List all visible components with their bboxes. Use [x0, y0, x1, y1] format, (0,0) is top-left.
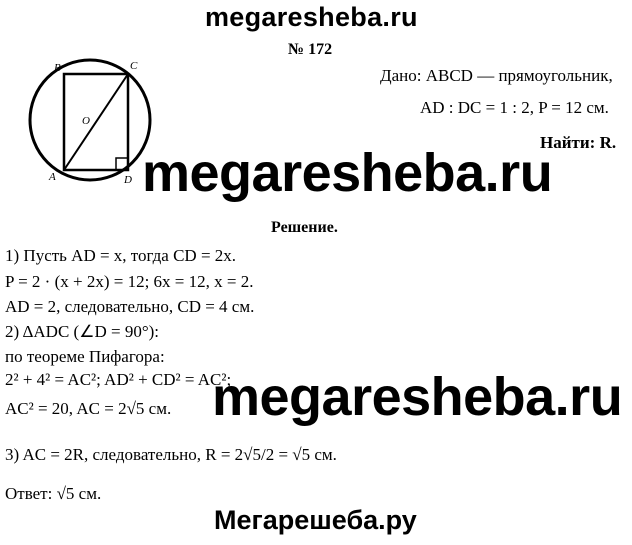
solution-line-4: 2) ΔADC (∠D = 90°): [5, 322, 159, 341]
solution-line-7: AC² = 20, AC = 2√5 см. [5, 399, 172, 418]
solution-line-5: по теореме Пифагора: [5, 347, 165, 366]
vertex-label-d: D [124, 174, 132, 186]
vertex-label-c: C [130, 60, 138, 72]
problem-number: № 172 [288, 41, 333, 58]
watermark-middle: megaresheba.ru [142, 143, 553, 203]
answer-line: Ответ: √5 см. [5, 484, 102, 503]
vertex-label-a: A [49, 171, 56, 183]
watermark-middle-2: megaresheba.ru [212, 367, 623, 427]
solution-heading: Решение. [271, 219, 338, 236]
watermark-top: megaresheba.ru [205, 2, 418, 32]
center-label-o: O [82, 115, 90, 127]
solution-line-3: AD = 2, следовательно, CD = 4 см. [5, 297, 255, 316]
find-statement: Найти: R. [540, 133, 617, 152]
given-line-1: Дано: ABCD — прямоугольник, [380, 66, 613, 85]
circumscribed-circle [30, 60, 150, 180]
solution-line-6: 2² + 4² = AC²; AD² + CD² = AC²; [5, 370, 232, 389]
solution-line-2: P = 2 · (x + 2x) = 12; 6x = 12, x = 2. [5, 272, 254, 291]
diagonal-ac [64, 74, 128, 170]
given-line-2: AD : DC = 1 : 2, P = 12 см. [420, 98, 609, 117]
vertex-label-b: B [54, 62, 61, 74]
watermark-bottom: Мегарешеба.ру [214, 505, 417, 535]
solution-line-1: 1) Пусть AD = x, тогда CD = 2x. [5, 246, 237, 265]
solution-line-8: 3) AC = 2R, следовательно, R = 2√5/2 = √5 см. [5, 445, 337, 464]
